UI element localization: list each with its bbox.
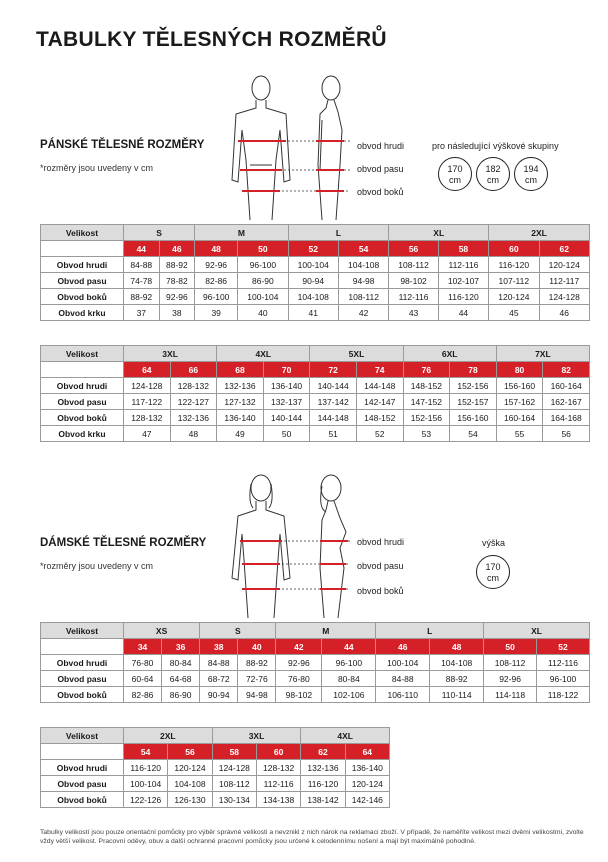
measurement-cell: 142-147 <box>356 394 403 410</box>
size-number: 34 <box>124 639 162 655</box>
blank-cell <box>41 639 124 655</box>
size-number: 48 <box>430 639 484 655</box>
measurement-cell: 108-112 <box>389 257 438 273</box>
women-size-table-1 <box>40 622 590 703</box>
measurement-cell: 98-102 <box>389 273 438 289</box>
measurement-cell: 152-156 <box>403 410 450 426</box>
size-number: 64 <box>124 362 171 378</box>
measurement-cell: 42 <box>338 305 388 321</box>
measurement-cell: 76-80 <box>276 671 322 687</box>
table-row <box>41 426 590 442</box>
row-label: Obvod hrudi <box>41 257 124 273</box>
measurement-cell: 117-122 <box>124 394 171 410</box>
size-number: 72 <box>310 362 357 378</box>
measurement-cell: 124-128 <box>212 760 256 776</box>
measurement-cell: 156-160 <box>496 378 543 394</box>
measurement-cell: 92-96 <box>484 671 537 687</box>
measurement-cell: 107-112 <box>489 273 539 289</box>
measurement-cell: 92-96 <box>276 655 322 671</box>
measurement-cell: 147-152 <box>403 394 450 410</box>
row-label: Obvod hrudi <box>41 378 124 394</box>
row-label: Obvod krku <box>41 305 124 321</box>
measurement-cell: 100-104 <box>124 776 168 792</box>
blank-cell <box>41 241 124 257</box>
size-group-header: 2XL <box>124 728 213 744</box>
measurement-cell: 116-120 <box>301 776 345 792</box>
measurement-cell: 49 <box>217 426 264 442</box>
table-row <box>41 273 590 289</box>
table-row <box>41 257 590 273</box>
men-label-hips: obvod boků <box>357 187 404 197</box>
measurement-cell: 144-148 <box>310 410 357 426</box>
size-number: 60 <box>256 744 300 760</box>
measurement-cell: 132-136 <box>170 410 217 426</box>
measurement-cell: 60-64 <box>124 671 162 687</box>
measurement-cell: 96-100 <box>537 671 590 687</box>
women-label-hips: obvod boků <box>357 586 404 596</box>
measurement-cell: 160-164 <box>543 378 590 394</box>
size-header: Velikost <box>41 623 124 639</box>
measurement-cell: 88-92 <box>238 655 276 671</box>
measurement-cell: 108-112 <box>338 289 388 305</box>
table-row <box>41 655 590 671</box>
table-row <box>41 305 590 321</box>
size-number: 58 <box>438 241 488 257</box>
measurement-cell: 98-102 <box>276 687 322 703</box>
measurement-cell: 136-140 <box>345 760 389 776</box>
footer-disclaimer: Tabulky velikostí jsou pouze orientační pomůcky pro výběr správné velikosti a nevznikl z nich nárok na reklamaci zboží. V případě, že naměříte velikost mezi dvěmi velikostmi, zvolte vždy větší velikost. Pracovní oděvy, obuv a další ochranné pracovní pomůcky jsou určené k celodennímu nošení a mají být maximálně pohodlné. <box>40 829 584 845</box>
measurement-cell: 104-108 <box>430 655 484 671</box>
size-number: 78 <box>450 362 497 378</box>
table-row <box>41 792 390 808</box>
measurement-cell: 136-140 <box>217 410 264 426</box>
measurement-cell: 94-98 <box>338 273 388 289</box>
measurement-cell: 112-116 <box>537 655 590 671</box>
measurement-cell: 47 <box>124 426 171 442</box>
measurement-cell: 132-137 <box>263 394 310 410</box>
size-number: 40 <box>238 639 276 655</box>
height-badge: 170 cm <box>476 555 510 589</box>
measurement-cell: 156-160 <box>450 410 497 426</box>
measurement-cell: 152-157 <box>450 394 497 410</box>
measurement-cell: 37 <box>124 305 160 321</box>
measurement-cell: 128-132 <box>124 410 171 426</box>
measurement-cell: 120-124 <box>168 760 212 776</box>
size-header: Velikost <box>41 225 124 241</box>
measurement-cell: 52 <box>356 426 403 442</box>
table-row <box>41 671 590 687</box>
measurement-cell: 148-152 <box>356 410 403 426</box>
measurement-cell: 100-104 <box>288 257 338 273</box>
measurement-cell: 157-162 <box>496 394 543 410</box>
size-group-header: XS <box>124 623 200 639</box>
size-number: 56 <box>168 744 212 760</box>
size-number: 60 <box>489 241 539 257</box>
blank-cell <box>41 362 124 378</box>
measurement-cell: 104-108 <box>288 289 338 305</box>
measurement-cell: 114-118 <box>484 687 537 703</box>
measurement-cell: 39 <box>195 305 238 321</box>
women-heading: DÁMSKÉ TĚLESNÉ ROZMĚRY <box>40 537 207 549</box>
size-group-header: 3XL <box>124 346 217 362</box>
size-group-header: 6XL <box>403 346 496 362</box>
measurement-cell: 46 <box>539 305 589 321</box>
size-number: 42 <box>276 639 322 655</box>
measurement-cell: 80-84 <box>162 655 200 671</box>
measurement-cell: 112-116 <box>438 257 488 273</box>
size-number: 58 <box>212 744 256 760</box>
women-height-caption: výška <box>482 538 506 548</box>
measurement-cell: 108-112 <box>212 776 256 792</box>
size-group-header: L <box>288 225 389 241</box>
men-label-waist: obvod pasu <box>357 164 404 174</box>
size-group-header: M <box>195 225 288 241</box>
size-number: 54 <box>124 744 168 760</box>
measurement-cell: 102-106 <box>322 687 376 703</box>
measurement-cell: 45 <box>489 305 539 321</box>
measurement-cell: 120-124 <box>489 289 539 305</box>
row-label: Obvod pasu <box>41 776 124 792</box>
measurement-cell: 88-92 <box>159 257 195 273</box>
measurement-cell: 82-86 <box>195 273 238 289</box>
table-row <box>41 410 590 426</box>
size-number: 48 <box>195 241 238 257</box>
size-group-header: XL <box>389 225 489 241</box>
measurement-cell: 94-98 <box>238 687 276 703</box>
size-number: 80 <box>496 362 543 378</box>
measurement-cell: 160-164 <box>496 410 543 426</box>
measurement-cell: 54 <box>450 426 497 442</box>
men-heading: PÁNSKÉ TĚLESNÉ ROZMĚRY <box>40 139 205 151</box>
measurement-cell: 100-104 <box>376 655 430 671</box>
measurement-cell: 86-90 <box>162 687 200 703</box>
measurement-cell: 112-117 <box>539 273 589 289</box>
measurement-cell: 116-120 <box>489 257 539 273</box>
measurement-cell: 137-142 <box>310 394 357 410</box>
measurement-cell: 116-120 <box>124 760 168 776</box>
measurement-cell: 53 <box>403 426 450 442</box>
measurement-cell: 82-86 <box>124 687 162 703</box>
measurement-cell: 51 <box>310 426 357 442</box>
size-group-header: 2XL <box>489 225 590 241</box>
row-label: Obvod boků <box>41 410 124 426</box>
men-size-table-2 <box>40 345 590 442</box>
measurement-cell: 48 <box>170 426 217 442</box>
row-label: Obvod boků <box>41 687 124 703</box>
size-number: 64 <box>345 744 389 760</box>
measurement-cell: 40 <box>238 305 288 321</box>
measurement-cell: 78-82 <box>159 273 195 289</box>
row-label: Obvod boků <box>41 792 124 808</box>
measurement-cell: 86-90 <box>238 273 288 289</box>
size-number: 44 <box>124 241 160 257</box>
row-label: Obvod boků <box>41 289 124 305</box>
measurement-cell: 116-120 <box>438 289 488 305</box>
size-number: 62 <box>301 744 345 760</box>
measurement-cell: 128-132 <box>170 378 217 394</box>
size-number: 44 <box>322 639 376 655</box>
measurement-cell: 84-88 <box>200 655 238 671</box>
table-row <box>41 687 590 703</box>
measurement-cell: 122-127 <box>170 394 217 410</box>
measurement-cell: 90-94 <box>200 687 238 703</box>
measurement-cell: 104-108 <box>338 257 388 273</box>
measurement-cell: 72-76 <box>238 671 276 687</box>
measurement-cell: 84-88 <box>376 671 430 687</box>
measurement-cell: 104-108 <box>168 776 212 792</box>
measurement-cell: 106-110 <box>376 687 430 703</box>
measurement-cell: 108-112 <box>484 655 537 671</box>
table-row <box>41 760 390 776</box>
row-label: Obvod hrudi <box>41 655 124 671</box>
size-number: 62 <box>539 241 589 257</box>
measurement-cell: 88-92 <box>124 289 160 305</box>
men-label-chest: obvod hrudi <box>357 141 405 151</box>
measurement-cell: 88-92 <box>430 671 484 687</box>
row-label: Obvod pasu <box>41 394 124 410</box>
size-group-header: 4XL <box>301 728 390 744</box>
men-size-table-1 <box>40 224 590 321</box>
measurement-cell: 96-100 <box>238 257 288 273</box>
measurement-cell: 74-78 <box>124 273 160 289</box>
size-number: 46 <box>376 639 430 655</box>
men-note: *rozměry jsou uvedeny v cm <box>40 163 154 173</box>
size-number: 50 <box>238 241 288 257</box>
size-number: 66 <box>170 362 217 378</box>
size-group-header: 4XL <box>217 346 310 362</box>
measurement-cell: 38 <box>159 305 195 321</box>
measurement-cell: 126-130 <box>168 792 212 808</box>
size-number: 36 <box>162 639 200 655</box>
measurement-cell: 112-116 <box>256 776 300 792</box>
size-header: Velikost <box>41 346 124 362</box>
table-row <box>41 289 590 305</box>
table-row <box>41 378 590 394</box>
measurement-cell: 56 <box>543 426 590 442</box>
measurement-cell: 140-144 <box>263 410 310 426</box>
measurement-cell: 128-132 <box>256 760 300 776</box>
size-number: 46 <box>159 241 195 257</box>
table-row <box>41 776 390 792</box>
men-height-caption: pro následující výškové skupiny <box>432 141 559 151</box>
measurement-cell: 64-68 <box>162 671 200 687</box>
row-label: Obvod hrudi <box>41 760 124 776</box>
height-badge: 182 cm <box>476 157 510 191</box>
measurement-cell: 76-80 <box>124 655 162 671</box>
height-badge: 170 cm <box>438 157 472 191</box>
measurement-cell: 152-156 <box>450 378 497 394</box>
measurement-cell: 120-124 <box>539 257 589 273</box>
size-number: 82 <box>543 362 590 378</box>
measurement-cell: 50 <box>263 426 310 442</box>
measurement-cell: 164-168 <box>543 410 590 426</box>
size-number: 54 <box>338 241 388 257</box>
measurement-cell: 124-128 <box>124 378 171 394</box>
measurement-cell: 102-107 <box>438 273 488 289</box>
measurement-cell: 142-146 <box>345 792 389 808</box>
measurement-cell: 110-114 <box>430 687 484 703</box>
measurement-cell: 132-136 <box>217 378 264 394</box>
size-number: 52 <box>537 639 590 655</box>
measurement-cell: 92-96 <box>195 257 238 273</box>
measurement-cell: 96-100 <box>195 289 238 305</box>
measurement-cell: 68-72 <box>200 671 238 687</box>
women-note: *rozměry jsou uvedeny v cm <box>40 561 154 571</box>
measurement-cell: 112-116 <box>389 289 438 305</box>
size-group-header: XL <box>484 623 590 639</box>
measurement-cell: 120-124 <box>345 776 389 792</box>
measurement-cell: 41 <box>288 305 338 321</box>
measurement-cell: 140-144 <box>310 378 357 394</box>
measurement-cell: 118-122 <box>537 687 590 703</box>
measurement-cell: 90-94 <box>288 273 338 289</box>
measurement-cell: 84-88 <box>124 257 160 273</box>
height-badge: 194 cm <box>514 157 548 191</box>
measurement-cell: 162-167 <box>543 394 590 410</box>
measurement-cell: 43 <box>389 305 438 321</box>
size-number: 76 <box>403 362 450 378</box>
row-label: Obvod pasu <box>41 273 124 289</box>
size-header: Velikost <box>41 728 124 744</box>
size-number: 70 <box>263 362 310 378</box>
measurement-cell: 144-148 <box>356 378 403 394</box>
size-group-header: 3XL <box>212 728 301 744</box>
measurement-cell: 92-96 <box>159 289 195 305</box>
size-number: 38 <box>200 639 238 655</box>
blank-cell <box>41 744 124 760</box>
row-label: Obvod krku <box>41 426 124 442</box>
measurement-cell: 148-152 <box>403 378 450 394</box>
size-number: 52 <box>288 241 338 257</box>
size-number: 68 <box>217 362 264 378</box>
measurement-cell: 134-138 <box>256 792 300 808</box>
measurement-cell: 124-128 <box>539 289 589 305</box>
table-row <box>41 394 590 410</box>
measurement-cell: 136-140 <box>263 378 310 394</box>
size-group-header: S <box>200 623 276 639</box>
women-label-chest: obvod hrudi <box>357 537 405 547</box>
page-title: TABULKY TĚLESNÝCH ROZMĚRŮ <box>36 28 387 51</box>
measurement-cell: 80-84 <box>322 671 376 687</box>
women-size-table-2 <box>40 727 390 808</box>
measurement-cell: 130-134 <box>212 792 256 808</box>
size-number: 74 <box>356 362 403 378</box>
measurement-cell: 100-104 <box>238 289 288 305</box>
size-number: 56 <box>389 241 438 257</box>
women-label-waist: obvod pasu <box>357 561 404 571</box>
size-group-header: L <box>376 623 484 639</box>
size-group-header: 5XL <box>310 346 403 362</box>
size-group-header: S <box>124 225 195 241</box>
measurement-cell: 122-126 <box>124 792 168 808</box>
row-label: Obvod pasu <box>41 671 124 687</box>
measurement-cell: 55 <box>496 426 543 442</box>
size-group-header: 7XL <box>496 346 589 362</box>
measurement-cell: 132-136 <box>301 760 345 776</box>
measurement-cell: 138-142 <box>301 792 345 808</box>
measurement-cell: 127-132 <box>217 394 264 410</box>
measurement-cell: 44 <box>438 305 488 321</box>
size-number: 50 <box>484 639 537 655</box>
size-group-header: M <box>276 623 376 639</box>
measurement-cell: 96-100 <box>322 655 376 671</box>
